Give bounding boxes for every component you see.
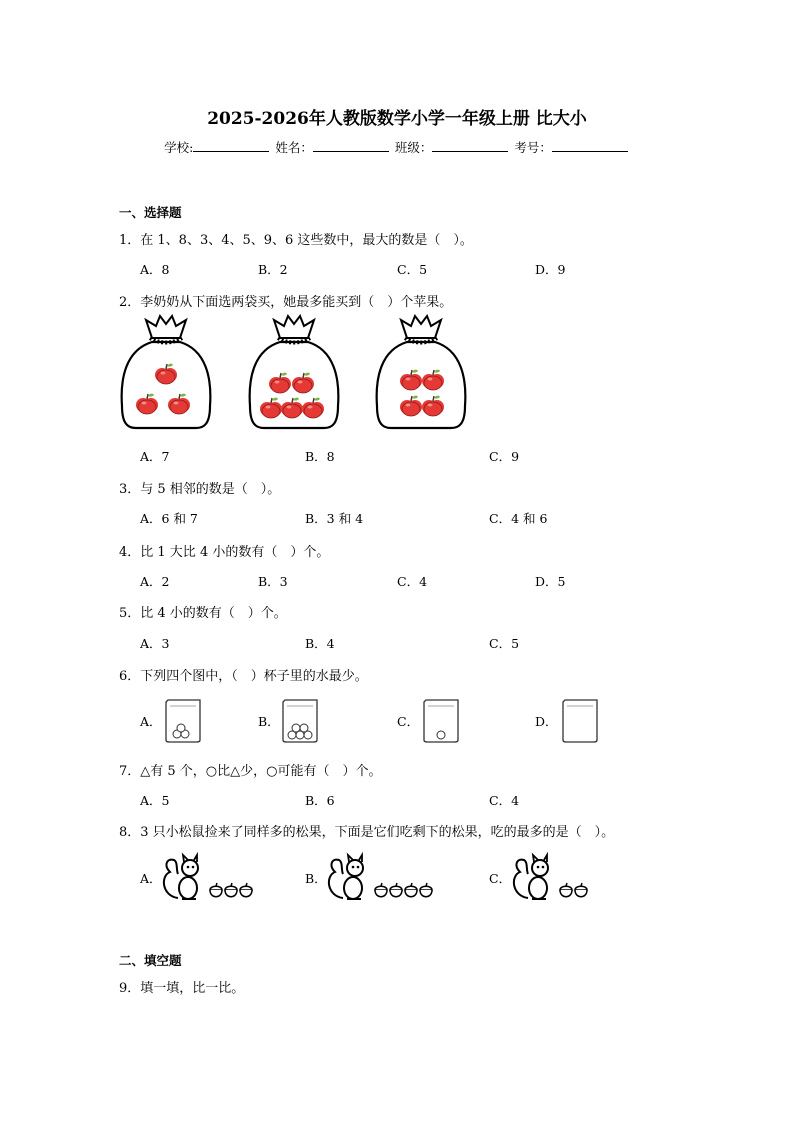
q1-option-b[interactable]: B．2: [258, 262, 288, 277]
q5-option-b[interactable]: B．4: [305, 636, 335, 651]
q8-option-a[interactable]: A．: [140, 871, 162, 886]
q3-option-b[interactable]: B．3 和 4: [305, 511, 364, 526]
q3-option-c[interactable]: C．4 和 6: [489, 511, 548, 526]
section-heading-fill: 二、填空题: [119, 953, 182, 968]
q2-option-b[interactable]: B．8: [305, 449, 335, 464]
name-blank: [313, 139, 389, 152]
q1-option-c[interactable]: C．5: [397, 262, 428, 277]
q6-option-d[interactable]: D．: [535, 714, 558, 729]
water-cups-figure: [0, 698, 794, 748]
q6-option-b[interactable]: B．: [258, 714, 280, 729]
question-5: 5．比 4 小的数有（ ）个。: [119, 606, 287, 621]
question-7: 7．△有 5 个，○比△少，○可能有（ ）个。: [119, 764, 382, 779]
q8-option-b[interactable]: B．: [305, 871, 327, 886]
q1-option-d[interactable]: D．9: [535, 262, 566, 277]
squirrel-b: [329, 855, 432, 899]
squirrel-a: [164, 855, 252, 899]
school-label: 学校:: [164, 140, 194, 155]
section-heading-choice: 一、选择题: [119, 205, 182, 220]
question-3: 3．与 5 相邻的数是（ ）。: [119, 482, 281, 497]
q5-option-a[interactable]: A．3: [140, 636, 170, 651]
q7-option-c[interactable]: C．4: [489, 793, 520, 808]
squirrels-figure: [0, 848, 794, 908]
question-2: 2．李奶奶从下面选两袋买，她最多能买到（ ）个苹果。: [119, 295, 453, 310]
apple-bags-figure: [0, 320, 794, 435]
q6-option-c[interactable]: C．: [397, 714, 420, 729]
q1-option-a[interactable]: A．8: [140, 262, 170, 277]
cup-a: [166, 700, 200, 742]
squirrel-c: [514, 855, 587, 899]
q7-option-a[interactable]: A．5: [140, 793, 170, 808]
exam-number-label: 考号：: [514, 140, 552, 155]
apple-bag-1: [122, 316, 211, 428]
exam-number-blank: [552, 139, 628, 152]
q4-option-c[interactable]: C．4: [397, 574, 428, 589]
cup-c: [424, 700, 458, 742]
q2-option-c[interactable]: C．9: [489, 449, 520, 464]
class-blank: [432, 139, 508, 152]
question-1: 1．在 1、8、3、4、5、9、6 这些数中，最大的数是（ ）。: [119, 233, 473, 248]
q5-option-c[interactable]: C．5: [489, 636, 520, 651]
apple-bag-3: [377, 316, 466, 428]
question-6: 6．下列四个图中，（ ）杯子里的水最少。: [119, 669, 368, 684]
q4-option-a[interactable]: A．2: [140, 574, 170, 589]
question-9: 9．填一填，比一比。: [119, 981, 245, 996]
cup-b: [283, 700, 317, 742]
question-4: 4．比 1 大比 4 小的数有（ ）个。: [119, 545, 330, 560]
q6-option-a[interactable]: A．: [140, 714, 162, 729]
class-label: 班级：: [394, 140, 433, 155]
cup-d: [563, 700, 597, 742]
page-title: 2025-2026年人教版数学小学一年级上册 比大小: [207, 109, 587, 129]
q4-option-b[interactable]: B．3: [258, 574, 288, 589]
name-label: 姓名：: [275, 140, 313, 155]
q2-option-a[interactable]: A．7: [140, 449, 170, 464]
apple-bag-2: [250, 316, 339, 428]
question-8: 8．3 只小松鼠捡来了同样多的松果，下面是它们吃剩下的松果，吃的最多的是（ ）。: [119, 825, 615, 840]
student-info-row: [0, 138, 794, 156]
q4-option-d[interactable]: D．5: [535, 574, 566, 589]
q7-option-b[interactable]: B．6: [305, 793, 335, 808]
q3-option-a[interactable]: A．6 和 7: [140, 511, 198, 526]
school-blank: [193, 139, 269, 152]
q8-option-c[interactable]: C．: [489, 871, 512, 886]
